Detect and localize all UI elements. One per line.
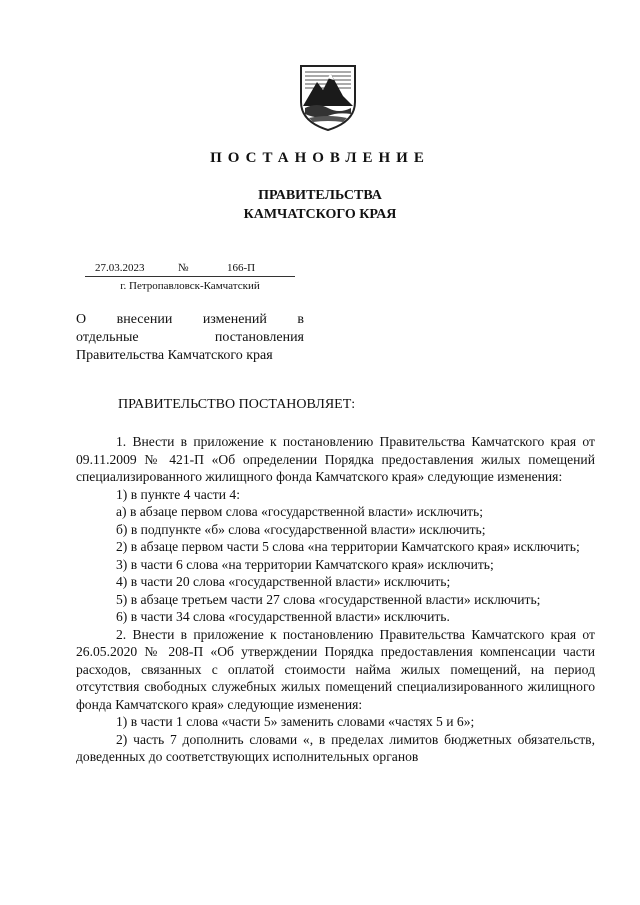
- subject-line-3: Правительства Камчатского края: [76, 348, 273, 363]
- paragraph: 4) в части 20 слова «государственной власти» исключить;: [116, 574, 451, 589]
- authority-line-1: ПРАВИТЕЛЬСТВА: [258, 188, 382, 203]
- subject-line-1: О внесении изменений в: [76, 312, 304, 327]
- number-sign: №: [178, 262, 189, 274]
- paragraph: 3) в части 6 слова «на территории Камчатского края» исключить;: [116, 556, 494, 572]
- paragraph: 2) часть 7 дополнить словами «, в пределах лимитов бюджетных обязательств, доведенных до соответствующих исполнительных органов: [76, 731, 595, 764]
- document-city: г. Петропавловск-Камчатский: [120, 280, 260, 292]
- document-date: 27.03.2023: [95, 262, 145, 274]
- paragraph: 2) в абзаце первом части 5 слова «на территории Камчатского края» исключить;: [116, 539, 580, 554]
- document-title: ПОСТАНОВЛЕНИЕ: [210, 150, 430, 166]
- paragraph: б) в подпункте «б» слова «государственной власти» исключить;: [116, 521, 486, 537]
- paragraph: 5) в абзаце третьем части 27 слова «государственной власти» исключить;: [116, 591, 541, 607]
- paragraph: а) в абзаце первом слова «государственной власти» исключить;: [116, 504, 484, 519]
- document-subject: [76, 311, 304, 365]
- document-body: [76, 433, 595, 766]
- paragraph: 2. Внести в приложение к постановлению Правительства Камчатского края от 26.05.2020 № 208-П «Об утверждении Порядка предоставления компенсации части расходов, связанных с оплатой стоимости найма жилых помещений, на период отсутствия свободных служебных жилых помещений специализированного жилищного фонда Камчатского края» следующие изменения:: [76, 626, 595, 712]
- kamchatka-coat-of-arms-icon: [297, 62, 359, 132]
- paragraph: 6) в части 34 слова «государственной власти» исключить.: [116, 609, 450, 624]
- date-number-line: [85, 262, 295, 277]
- paragraph: 1) в пункте 4 части 4:: [116, 486, 240, 502]
- authority-line-2: КАМЧАТСКОГО КРАЯ: [243, 207, 397, 222]
- subject-line-2: отдельные постановления: [76, 330, 304, 345]
- paragraph: 1) в части 1 слова «части 5» заменить словами «частях 5 и 6»;: [116, 714, 475, 729]
- decree-phrase: ПРАВИТЕЛЬСТВО ПОСТАНОВЛЯЕТ:: [118, 397, 356, 412]
- paragraph: 1. Внести в приложение к постановлению Правительства Камчатского края от 09.11.2009 № 421-П «Об определении Порядка предоставления жилых помещений специализированного жилищного фонда Камчатского края» следующие изменения:: [76, 434, 595, 484]
- document-number: 166-П: [227, 262, 256, 274]
- document-meta: [85, 262, 295, 292]
